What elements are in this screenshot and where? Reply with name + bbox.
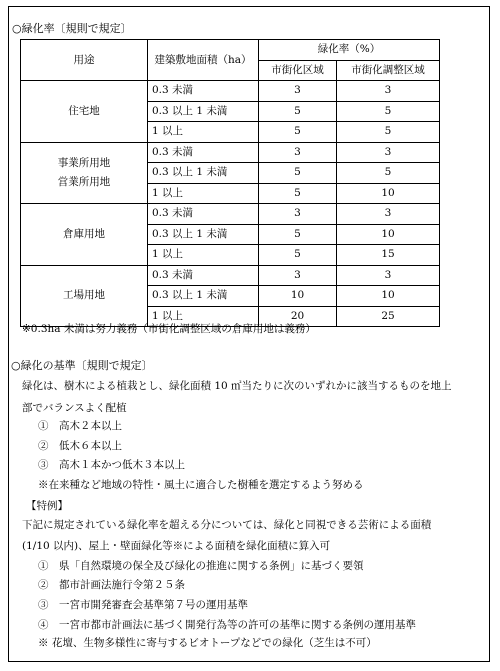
area-cell: 0.3 以上 1 未満 [148,163,259,184]
area-cell: 0.3 未満 [148,265,259,286]
rate-table-body [21,81,440,327]
greening-rate-table [20,39,440,327]
area-cell: 1 以上 [148,245,259,266]
header-area: 建築敷地面積（ha） [148,40,259,81]
standard-line: ① 県「自然環境の保全及び緑化の推進に関する条例」に基づく要領 [38,560,364,572]
control-rate-cell: 3 [337,265,440,286]
urban-rate-cell: 5 [259,183,337,204]
urban-rate-cell: 5 [259,163,337,184]
standard-line: ① 高木２本以上 [38,420,122,432]
use-label: 営業所用地 [57,175,111,188]
header-rate-group: 緑化率（%） [259,40,440,61]
urban-rate-cell: 3 [259,204,337,225]
urban-rate-cell: 5 [259,122,337,143]
area-cell: 0.3 未満 [148,204,259,225]
control-rate-cell: 3 [337,142,440,163]
urban-rate-cell: 5 [259,101,337,122]
standard-line: (1/10 以内)、屋上・壁面緑化等※による面積を緑化面積に算入可 [22,540,331,552]
area-cell: 1 以上 [148,122,259,143]
area-cell: 0.3 未満 [148,81,259,102]
area-cell: 0.3 以上 1 未満 [148,224,259,245]
standard-line: ② 低木６本以上 [38,440,122,452]
area-cell: 0.3 以上 1 未満 [148,286,259,307]
standard-line: ※ 花壇、生物多様性に寄与するビオトープなどでの緑化（芝生は不可） [38,637,377,649]
use-cell [21,204,148,266]
control-rate-cell: 3 [337,204,440,225]
standard-line: 【特例】 [26,500,68,512]
area-cell: 0.3 未満 [148,142,259,163]
standard-line: 緑化は、樹木による植栽とし、緑化面積 10 ㎡当たりに次のいずれかに該当するものを地上 [22,380,452,392]
urban-rate-cell: 3 [259,265,337,286]
use-cell [21,265,148,327]
greening-rate-title: ○緑化率〔規則で規定〕 [12,22,132,35]
standard-line: ③ 一宮市開発審査会基準第７号の運用基準 [38,599,248,611]
header-use: 用途 [21,40,148,81]
control-rate-cell: 10 [337,286,440,307]
control-rate-cell: 5 [337,101,440,122]
header-control: 市街化調整区域 [337,60,440,81]
urban-rate-cell: 20 [259,306,337,327]
use-label: 工場用地 [63,289,105,302]
urban-rate-cell: 3 [259,142,337,163]
standard-line: 下記に規定されている緑化率を超える分については、緑化と同視できる芸術による面積 [22,519,432,531]
control-rate-cell: 3 [337,81,440,102]
header-urban: 市街化区域 [259,60,337,81]
control-rate-cell: 15 [337,245,440,266]
standard-line: ② 都市計画法施行令第２５条 [38,579,185,591]
table-row [21,204,440,225]
use-label: 倉庫用地 [63,227,105,240]
control-rate-cell: 10 [337,183,440,204]
table-row [21,265,440,286]
control-rate-cell: 25 [337,306,440,327]
table-row [21,142,440,163]
effort-duty-note: ※0.3ha 未満は努力義務（市街化調整区域の倉庫用地は義務） [22,323,316,335]
control-rate-cell: 5 [337,122,440,143]
control-rate-cell: 10 [337,224,440,245]
standard-line: ※在来種など地域の特性・風土に適合した樹種を選定するよう努める [38,479,364,491]
standard-line: ③ 高木１本かつ低木３本以上 [38,459,185,471]
standard-line: 部でバランスよく配植 [22,402,127,414]
use-cell [21,81,148,143]
area-cell: 0.3 以上 1 未満 [148,101,259,122]
urban-rate-cell: 5 [259,224,337,245]
urban-rate-cell: 3 [259,81,337,102]
urban-rate-cell: 10 [259,286,337,307]
use-cell [21,142,148,204]
standard-line: ④ 一宮市都市計画法に基づく開発行為等の許可の基準に関する条例の運用基準 [38,619,416,631]
control-rate-cell: 5 [337,163,440,184]
greening-standard-title: ○緑化の基準〔規則で規定〕 [11,359,153,372]
use-label: 住宅地 [68,104,100,117]
table-row [21,81,440,102]
area-cell: 1 以上 [148,183,259,204]
area-cell: 1 以上 [148,306,259,327]
use-label: 事業所用地 [57,156,111,169]
urban-rate-cell: 5 [259,245,337,266]
